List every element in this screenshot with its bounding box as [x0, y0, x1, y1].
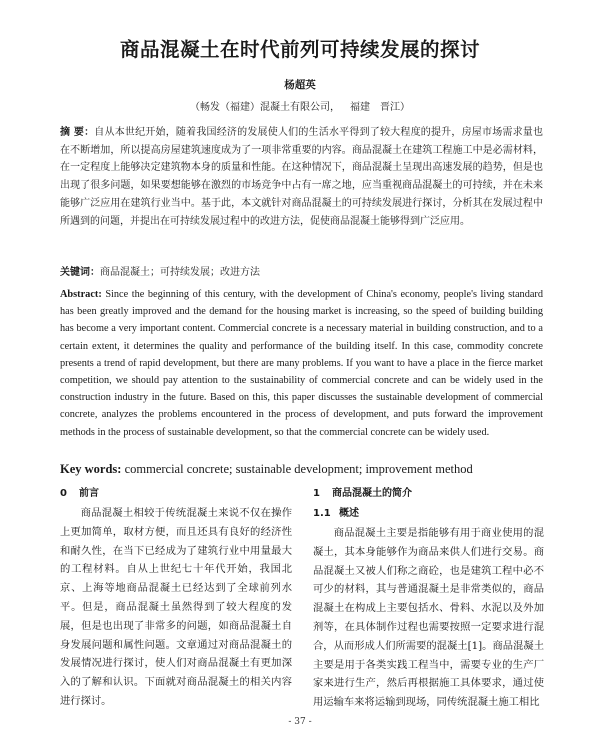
section-0-number: 0: [60, 488, 67, 499]
abstract-en-label: Abstract:: [60, 289, 102, 300]
keywords-cn: [60, 264, 543, 281]
keywords-en-label: Key words:: [60, 462, 122, 476]
affiliation-city2: 晋江）: [380, 102, 410, 113]
affiliation-org: （畅发（福建）混凝土有限公司，: [190, 102, 340, 113]
author-name: 杨超英: [284, 79, 316, 91]
section-1-1-body: 商品混凝土主要是指能够有用于商业使用的混凝土，其本身能够作为商品来供人们进行交易。商品混凝土又被人们称之商砼，也是建筑工程中必不可少的材料，其与普通混凝土是非常类似的，商品混凝土在构成上主要包括水、骨料、水泥以及外加剂等，在具体制作过程也需要按照一定要求进行混合，从而形成人们所需要的混凝土[1]。商品混凝土主要是用于各类实践工程当中，需要专业的生产厂家来进行生产，然后再根据施工具体要求，通过使用运输车来将运输到现场，同传统混凝土施工相比: [313, 527, 544, 709]
keywords-cn-label: 关键词：: [60, 267, 100, 278]
abstract-cn-label: 摘 要：: [60, 127, 95, 138]
section-1-number: 1: [313, 488, 320, 499]
keywords-en-text: commercial concrete; sustainable development; improvement method: [124, 462, 473, 476]
abstract-en-text: Since the beginning of this century, with the development of China's economy, people's living standard has been greatly improved and the demand for the housing market is increasing, so the speed of building building has become a very important content. Commercial concrete is a necessary material in building construction, and to a certain extent, it determines the quality and performance of the building itself. In this case, commodity concrete presents a trend of rapid development, but there are many problems. If you want to have a place in the fierce market competition, we should pay attention to the sustainability of commercial concrete and can be widely used in the construction industry in the future. Based on this, this paper discusses the sustainable development of commercial concrete, analyzes the problems encountered in the process of development, and puts forward the improvement methods in the process of sustainable development, so that the commercial concrete can be widely used.: [60, 289, 543, 438]
section-1-1-title: 概述: [339, 508, 359, 519]
author-affiliation: [0, 98, 600, 113]
abstract-cn-text: 自从本世纪开始，随着我国经济的发展使人们的生活水平得到了较大程度的提升，房屋市场需求量也在不断增加，所以提高房屋建筑速度成为了一项非常重要的内容。商品混凝土在建筑工程施工中是必需材料，在一定程度上能够决定建筑物本身的质量和性能。在这种情况下，商品混凝土呈现出高速发展的趋势，但是也出现了很多问题，如果要想能够在激烈的市场竞争中占有一席之地，应当重视商品混凝土的可持续，并在未来能够广泛应用在建筑行业当中。基于此，本文就针对商品混凝土的可持续发展进行探讨，分析其在发展过程中所遇到的问题，并提出在可持续发展过程中的改进方法，促使商品混凝土能够得到广泛应用。: [60, 127, 544, 227]
left-column: [60, 484, 292, 711]
section-1-1-heading: [313, 504, 544, 524]
page-number: - 37 -: [288, 717, 312, 727]
affiliation-city: 福建: [350, 102, 370, 113]
right-column: [313, 484, 544, 712]
paper-title: 商品混凝土在时代前列可持续发展的探讨: [119, 38, 480, 61]
abstract-cn: [60, 124, 543, 230]
section-1-1-number: 1.1: [313, 508, 331, 519]
section-1-heading: [313, 484, 544, 504]
abstract-en: [60, 286, 543, 441]
section-0-heading: [60, 484, 292, 504]
section-1-title: 商品混凝土的简介: [332, 488, 412, 499]
keywords-en: [60, 462, 543, 477]
section-0-body: 商品混凝土相较于传统混凝土来说不仅在操作上更加简单，取材方便，而且还具有良好的经济性和耐久性，在当下已经成为了建筑行业中用量最大的工程材料。自从上世纪七十年代开始，我国北京、上海等地商品混凝土已经达到了全球前列水平。但是，商品混凝土虽然得到了较大程度的发展，但是也出现了非常多的问题，如商品混凝土自身发展问题和属性问题。文章通过对商品混凝土的发展情况进行探讨，使人们对商品混凝土有更加深入的了解和认识。下面就对商品混凝土的相关内容进行探讨。: [60, 507, 292, 707]
section-0-title: 前言: [79, 488, 99, 499]
keywords-cn-text: 商品混凝土；可持续发展；改进方法: [100, 267, 260, 278]
